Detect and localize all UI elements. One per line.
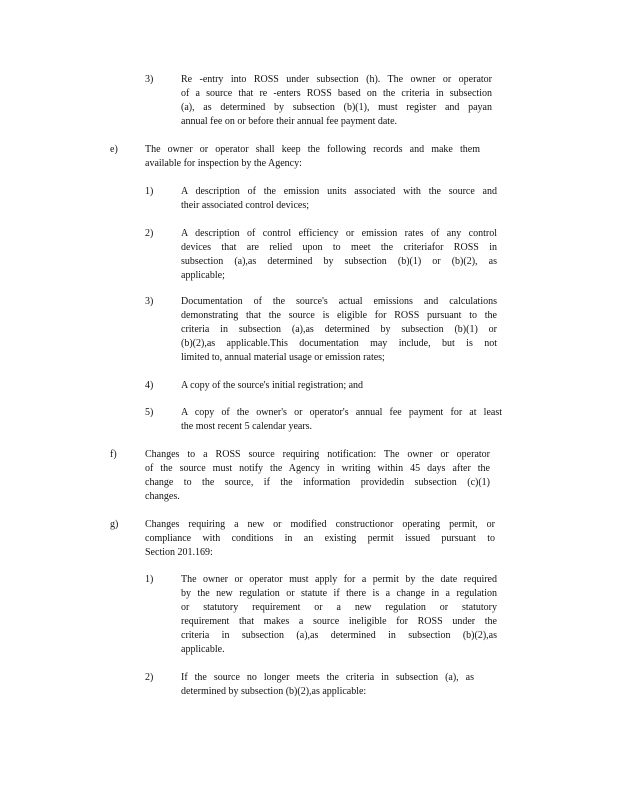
paragraph-reentry bbox=[181, 73, 492, 129]
text-line: devices that are relied upon to meet the criteriafor ROSS in bbox=[181, 242, 497, 253]
text-line: The owner or operator shall keep the following records and make them bbox=[145, 144, 480, 155]
text-line: The owner or operator must apply for a permit by the date required bbox=[181, 574, 497, 585]
item-number: 4) bbox=[145, 380, 154, 391]
text-line: of the source must notify the Agency in writing within 45 days after the bbox=[145, 463, 490, 474]
item-number: 3) bbox=[145, 74, 154, 85]
text-line: criteria in subsection (a),as determined by subsection (b)(1) or bbox=[181, 324, 497, 335]
paragraph-g-item-2 bbox=[181, 671, 474, 699]
paragraph-section-g bbox=[145, 518, 495, 560]
text-line: (b)(2),as applicable.This documentation may include, but is not bbox=[181, 338, 497, 349]
item-number: 2) bbox=[145, 228, 154, 239]
text-line: determined by subsection (b)(2),as applicable: bbox=[181, 686, 367, 697]
text-line: A copy of the source's initial registration; and bbox=[181, 380, 364, 391]
text-line: of a source that re -enters ROSS based on the criteria in subsection bbox=[181, 88, 492, 99]
paragraph-e-item-2 bbox=[181, 227, 497, 283]
text-line: Section 201.169: bbox=[145, 547, 213, 558]
text-line: applicable. bbox=[181, 644, 225, 655]
item-number: 5) bbox=[145, 407, 154, 418]
item-number: 1) bbox=[145, 574, 154, 585]
paragraph-g-item-1 bbox=[181, 573, 497, 657]
paragraph-e-item-4 bbox=[181, 379, 497, 393]
text-line: Re -entry into ROSS under subsection (h). The owner or operator bbox=[181, 74, 492, 85]
item-number: 2) bbox=[145, 672, 154, 683]
paragraph-section-f bbox=[145, 448, 490, 504]
text-line: Documentation of the source's actual emissions and calculations bbox=[181, 296, 497, 307]
text-line: change to the source, if the information providedin subsection (c)(1) bbox=[145, 477, 490, 488]
text-line: limited to, annual material usage or emission rates; bbox=[181, 352, 385, 363]
section-label-e: e) bbox=[110, 144, 118, 155]
text-line: A copy of the owner's or operator's annual fee payment for at least bbox=[181, 407, 502, 418]
item-number: 1) bbox=[145, 186, 154, 197]
text-line: changes. bbox=[145, 491, 180, 502]
paragraph-e-item-3 bbox=[181, 295, 497, 365]
section-label-f: f) bbox=[110, 449, 117, 460]
text-line: subsection (a),as determined by subsection (b)(1) or (b)(2), as bbox=[181, 256, 497, 267]
text-line: (a), as determined by subsection (b)(1), must register and payan bbox=[181, 102, 492, 113]
text-line: demonstrating that the source is eligible for ROSS pursuant to the bbox=[181, 310, 497, 321]
text-line: compliance with conditions in an existing permit issued pursuant to bbox=[145, 533, 495, 544]
text-line: their associated control devices; bbox=[181, 200, 310, 211]
item-number: 3) bbox=[145, 296, 154, 307]
text-line: criteria in subsection (a),as determined in subsection (b)(2),as bbox=[181, 630, 497, 641]
text-line: the most recent 5 calendar years. bbox=[181, 421, 313, 432]
text-line: requirement that makes a source ineligible for ROSS under the bbox=[181, 616, 497, 627]
paragraph-section-e bbox=[145, 143, 480, 171]
text-line: Changes to a ROSS source requiring notification: The owner or operator bbox=[145, 449, 490, 460]
text-line: available for inspection by the Agency: bbox=[145, 158, 302, 169]
section-label-g: g) bbox=[110, 519, 119, 530]
text-line: or statutory requirement or a new regulation or statutory bbox=[181, 602, 497, 613]
paragraph-e-item-1 bbox=[181, 185, 497, 213]
text-line: A description of control efficiency or emission rates of any control bbox=[181, 228, 497, 239]
text-line: by the new regulation or statute if there is a change in a regulation bbox=[181, 588, 497, 599]
text-line: If the source no longer meets the criteria in subsection (a), as bbox=[181, 672, 474, 683]
text-line: A description of the emission units associated with the source and bbox=[181, 186, 497, 197]
text-line: annual fee on or before their annual fee payment date. bbox=[181, 116, 398, 127]
text-line: applicable; bbox=[181, 270, 225, 281]
text-line: Changes requiring a new or modified constructionor operating permit, or bbox=[145, 519, 495, 530]
paragraph-e-item-5 bbox=[181, 406, 502, 434]
